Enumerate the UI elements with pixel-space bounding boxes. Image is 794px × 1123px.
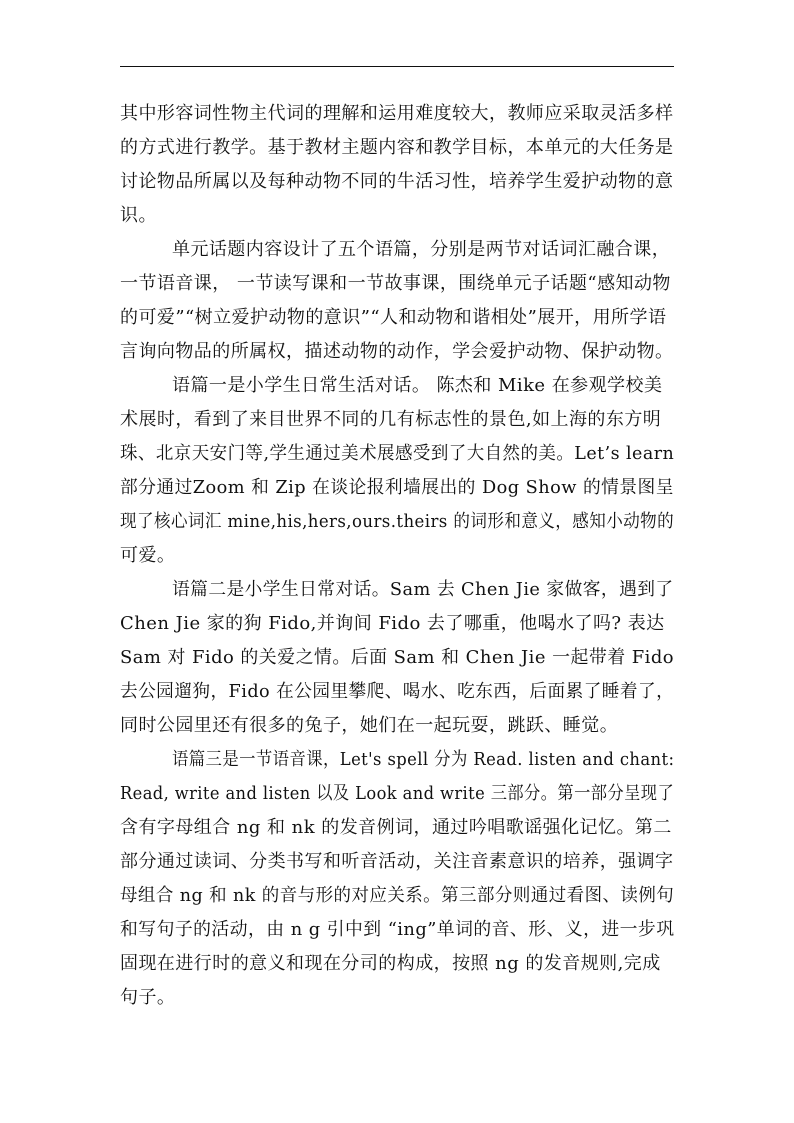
paragraph-line: 珠、北京天安门等,学生通过美术展感受到了大自然的美。Let’s learn [120, 443, 675, 464]
paragraph-line: 可爱。 [120, 545, 176, 566]
paragraph-line: 含有字母组合 ng 和 nk 的发音例词，通过吟唱歌谣强化记忆。第二 [120, 817, 672, 838]
paragraph-line: 部分通过读词、分类书写和听音活动，关注音素意识的培养，强调字 [120, 851, 674, 872]
paragraph-line: 部分通过Zoom 和 Zip 在谈论报利墙展出的 Dog Show 的情景图呈 [120, 477, 674, 498]
paragraph-line: 现了核心词汇 mine,his,hers,ours.theirs 的词形和意义，感知小动物的 [120, 511, 675, 532]
header-rule [120, 66, 674, 67]
paragraph-line: 单元话题内容设计了五个语篇，分别是两节对话词汇融合课， [172, 239, 671, 260]
paragraph-line: 去公园遛狗，Fido 在公园里攀爬、喝水、吃东西，后面累了睡着了， [120, 681, 675, 702]
paragraph-line: 的可爱”“树立爱护动物的意识”“人和动物和谐相处”展开，用所学语 [120, 307, 667, 328]
paragraph-line: 同时公园里还有很多的兔子，她们在一起玩耍，跳跃、睡觉。 [120, 715, 619, 736]
paragraph-line: 句子。 [120, 987, 176, 1008]
paragraph-line: 固现在进行时的意义和现在分司的构成，按照 ng 的发音规则,完成 [120, 953, 661, 974]
paragraph-line: 的方式进行教学。基于教材主题内容和教学目标，本单元的大任务是 [120, 137, 674, 158]
paragraph-line: 语篇一是小学生日常生活对话。 陈杰和 Mike 在参观学校美 [172, 375, 663, 396]
paragraph-line: 言询向物品的所属权，描述动物的动作，学会爱护动物、保护动物。 [120, 341, 674, 362]
paragraph-line: 语篇二是小学生日常对话。Sam 去 Chen Jie 家做客，遇到了 [172, 579, 674, 600]
paragraph-line: 其中形容词性物主代词的理解和运用难度较大，教师应采取灵活多样 [120, 103, 674, 124]
paragraph-line: 讨论物品所属以及每种动物不同的牛活习性，培养学生爱护动物的意 [120, 171, 674, 192]
paragraph-line: 和写句子的活动，由 n g 引中到 “ing”单词的音、形、义，进一步巩 [120, 919, 675, 940]
paragraph-line: 一节语音课， 一节读写课和一节故事课，围绕单元子话题“感知动物 [120, 273, 671, 294]
paragraph-line: Read, write and listen 以及 Look and write 三部分。第一部分呈现了 [120, 783, 675, 804]
paragraph-line: Chen Jie 家的狗 Fido,并询间 Fido 去了哪重，他喝水了吗? 表达 [120, 613, 665, 634]
paragraph-line: 语篇三是一节语音课，Let's spell 分为 Read. listen and chant: [172, 749, 675, 770]
paragraph-line: 术展时，看到了来目世界不同的几有标志性的景色,如上海的东方明 [120, 409, 662, 430]
paragraph-line: Sam 对 Fido 的关爱之情。后面 Sam 和 Chen Jie 一起带着 Fido [120, 647, 675, 668]
paragraph-line: 识。 [120, 205, 157, 226]
paragraph-line: 母组合 ng 和 nk 的音与形的对应关系。第三部分则通过看图、读例句 [120, 885, 675, 906]
